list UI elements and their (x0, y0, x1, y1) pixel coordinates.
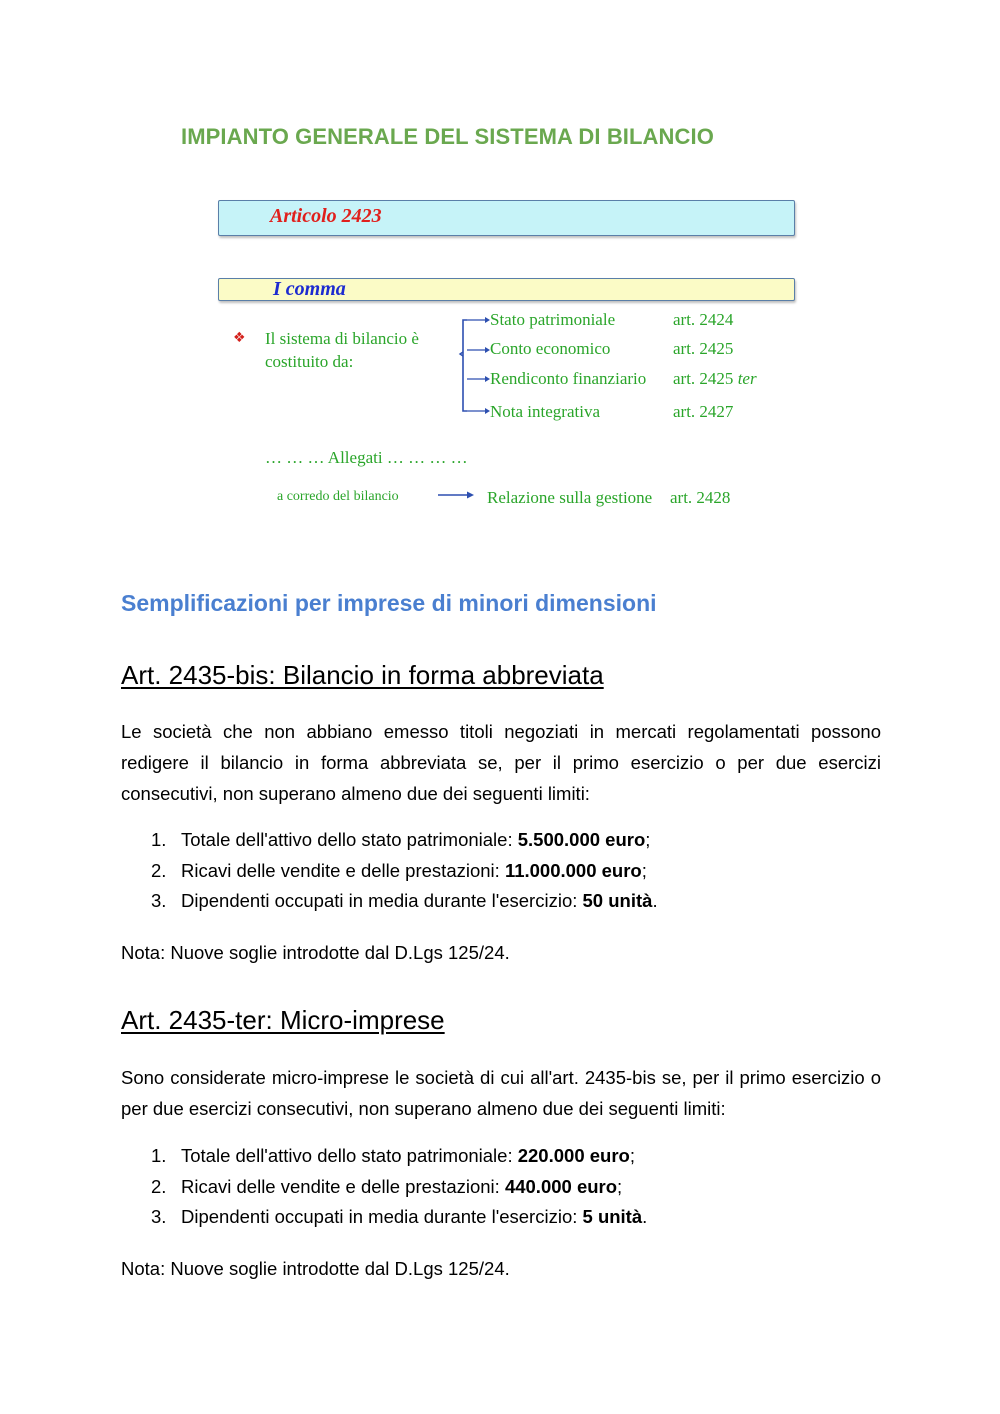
list-item (121, 890, 881, 921)
list-value: 5.500.000 euro (517, 829, 646, 850)
art-ter-note: Nota: Nuove soglie introdotte dal D.Lgs 125/24. (121, 1258, 510, 1279)
list-number: 1. (151, 1145, 167, 1166)
art-bis-heading: Art. 2435-bis: Bilancio in forma abbreviata (121, 660, 604, 690)
system-text: Il sistema di bilancio è costituito da: (265, 329, 419, 371)
list-value: 220.000 euro (517, 1145, 630, 1166)
component-art-suffix: ter (737, 369, 757, 388)
diamond-bullet-icon: ❖ (233, 329, 246, 345)
corredo-label: a corredo del bilancio (277, 489, 399, 504)
component-art: art. 2427 (673, 402, 734, 421)
list-end: . (652, 890, 658, 911)
article-box-label: Articolo 2423 (270, 205, 382, 227)
component-art: art. 2424 (673, 310, 734, 329)
relazione-label: Relazione sulla gestione (487, 488, 653, 507)
list-text: Ricavi delle vendite e delle prestazioni: (181, 859, 505, 881)
page-title: IMPIANTO GENERALE DEL SISTEMA DI BILANCIO (181, 124, 714, 149)
bracket-arrows-icon (455, 314, 495, 418)
list-value: 50 unità (582, 890, 653, 911)
component-label: Stato patrimoniale (490, 310, 616, 329)
list-number: 3. (151, 1206, 167, 1227)
list-item (121, 829, 881, 860)
list-text: Dipendenti occupati in media durante l'esercizio: (181, 890, 583, 911)
list-end: . (642, 1206, 648, 1227)
relazione-art: art. 2428 (670, 488, 731, 507)
component-art: art. 2425 (673, 339, 734, 358)
list-text: Totale dell'attivo dello stato patrimoniale: (181, 829, 518, 850)
list-item (121, 1145, 881, 1176)
list-item (121, 1176, 881, 1207)
list-end: ; (629, 1145, 635, 1166)
section-heading: Semplificazioni per imprese di minori dimensioni (121, 590, 657, 616)
list-text: Ricavi delle vendite e delle prestazioni: (181, 1175, 505, 1197)
list-value: 5 unità (582, 1206, 643, 1227)
arrow-right-icon (436, 490, 476, 500)
component-art (673, 369, 757, 389)
list-number: 2. (151, 859, 167, 881)
art-ter-heading: Art. 2435-ter: Micro-imprese (121, 1005, 445, 1035)
list-end: ; (641, 859, 647, 881)
component-label: Nota integrativa (490, 402, 600, 421)
list-item (121, 860, 881, 891)
component-label: Conto economico (490, 339, 611, 358)
art-bis-list (121, 829, 881, 921)
list-end: ; (617, 1175, 623, 1197)
component-label: Rendiconto finanziario (490, 369, 647, 388)
list-item (121, 1206, 881, 1237)
list-end: ; (645, 829, 651, 850)
list-text: Dipendenti occupati in media durante l'esercizio: (181, 1206, 583, 1227)
component-art-number: art. 2425 (673, 369, 734, 388)
art-bis-paragraph: Le società che non abbiano emesso titoli negoziati in mercati regolamentati possono redigere il bilancio in forma abbreviata se, per il primo esercizio o per due esercizi consecutivi, non superano almeno due dei seguenti limiti: (121, 721, 881, 804)
list-text: Totale dell'attivo dello stato patrimoniale: (181, 1145, 518, 1166)
art-ter-list (121, 1145, 881, 1237)
art-ter-paragraph: Sono considerate micro-imprese le società di cui all'art. 2435-bis se, per il primo esercizio o per due esercizi consecutivi, non superano almeno due dei seguenti limiti: (121, 1067, 881, 1119)
art-bis-note: Nota: Nuove soglie introdotte dal D.Lgs 125/24. (121, 942, 510, 963)
comma-box-label: I comma (273, 278, 346, 300)
list-number: 1. (151, 829, 167, 850)
allegati-label: … … … Allegati … … … … (265, 448, 468, 467)
list-number: 3. (151, 890, 167, 911)
list-number: 2. (151, 1175, 167, 1197)
list-value: 440.000 euro (504, 1175, 618, 1197)
list-value: 11.000.000 euro (504, 859, 642, 881)
